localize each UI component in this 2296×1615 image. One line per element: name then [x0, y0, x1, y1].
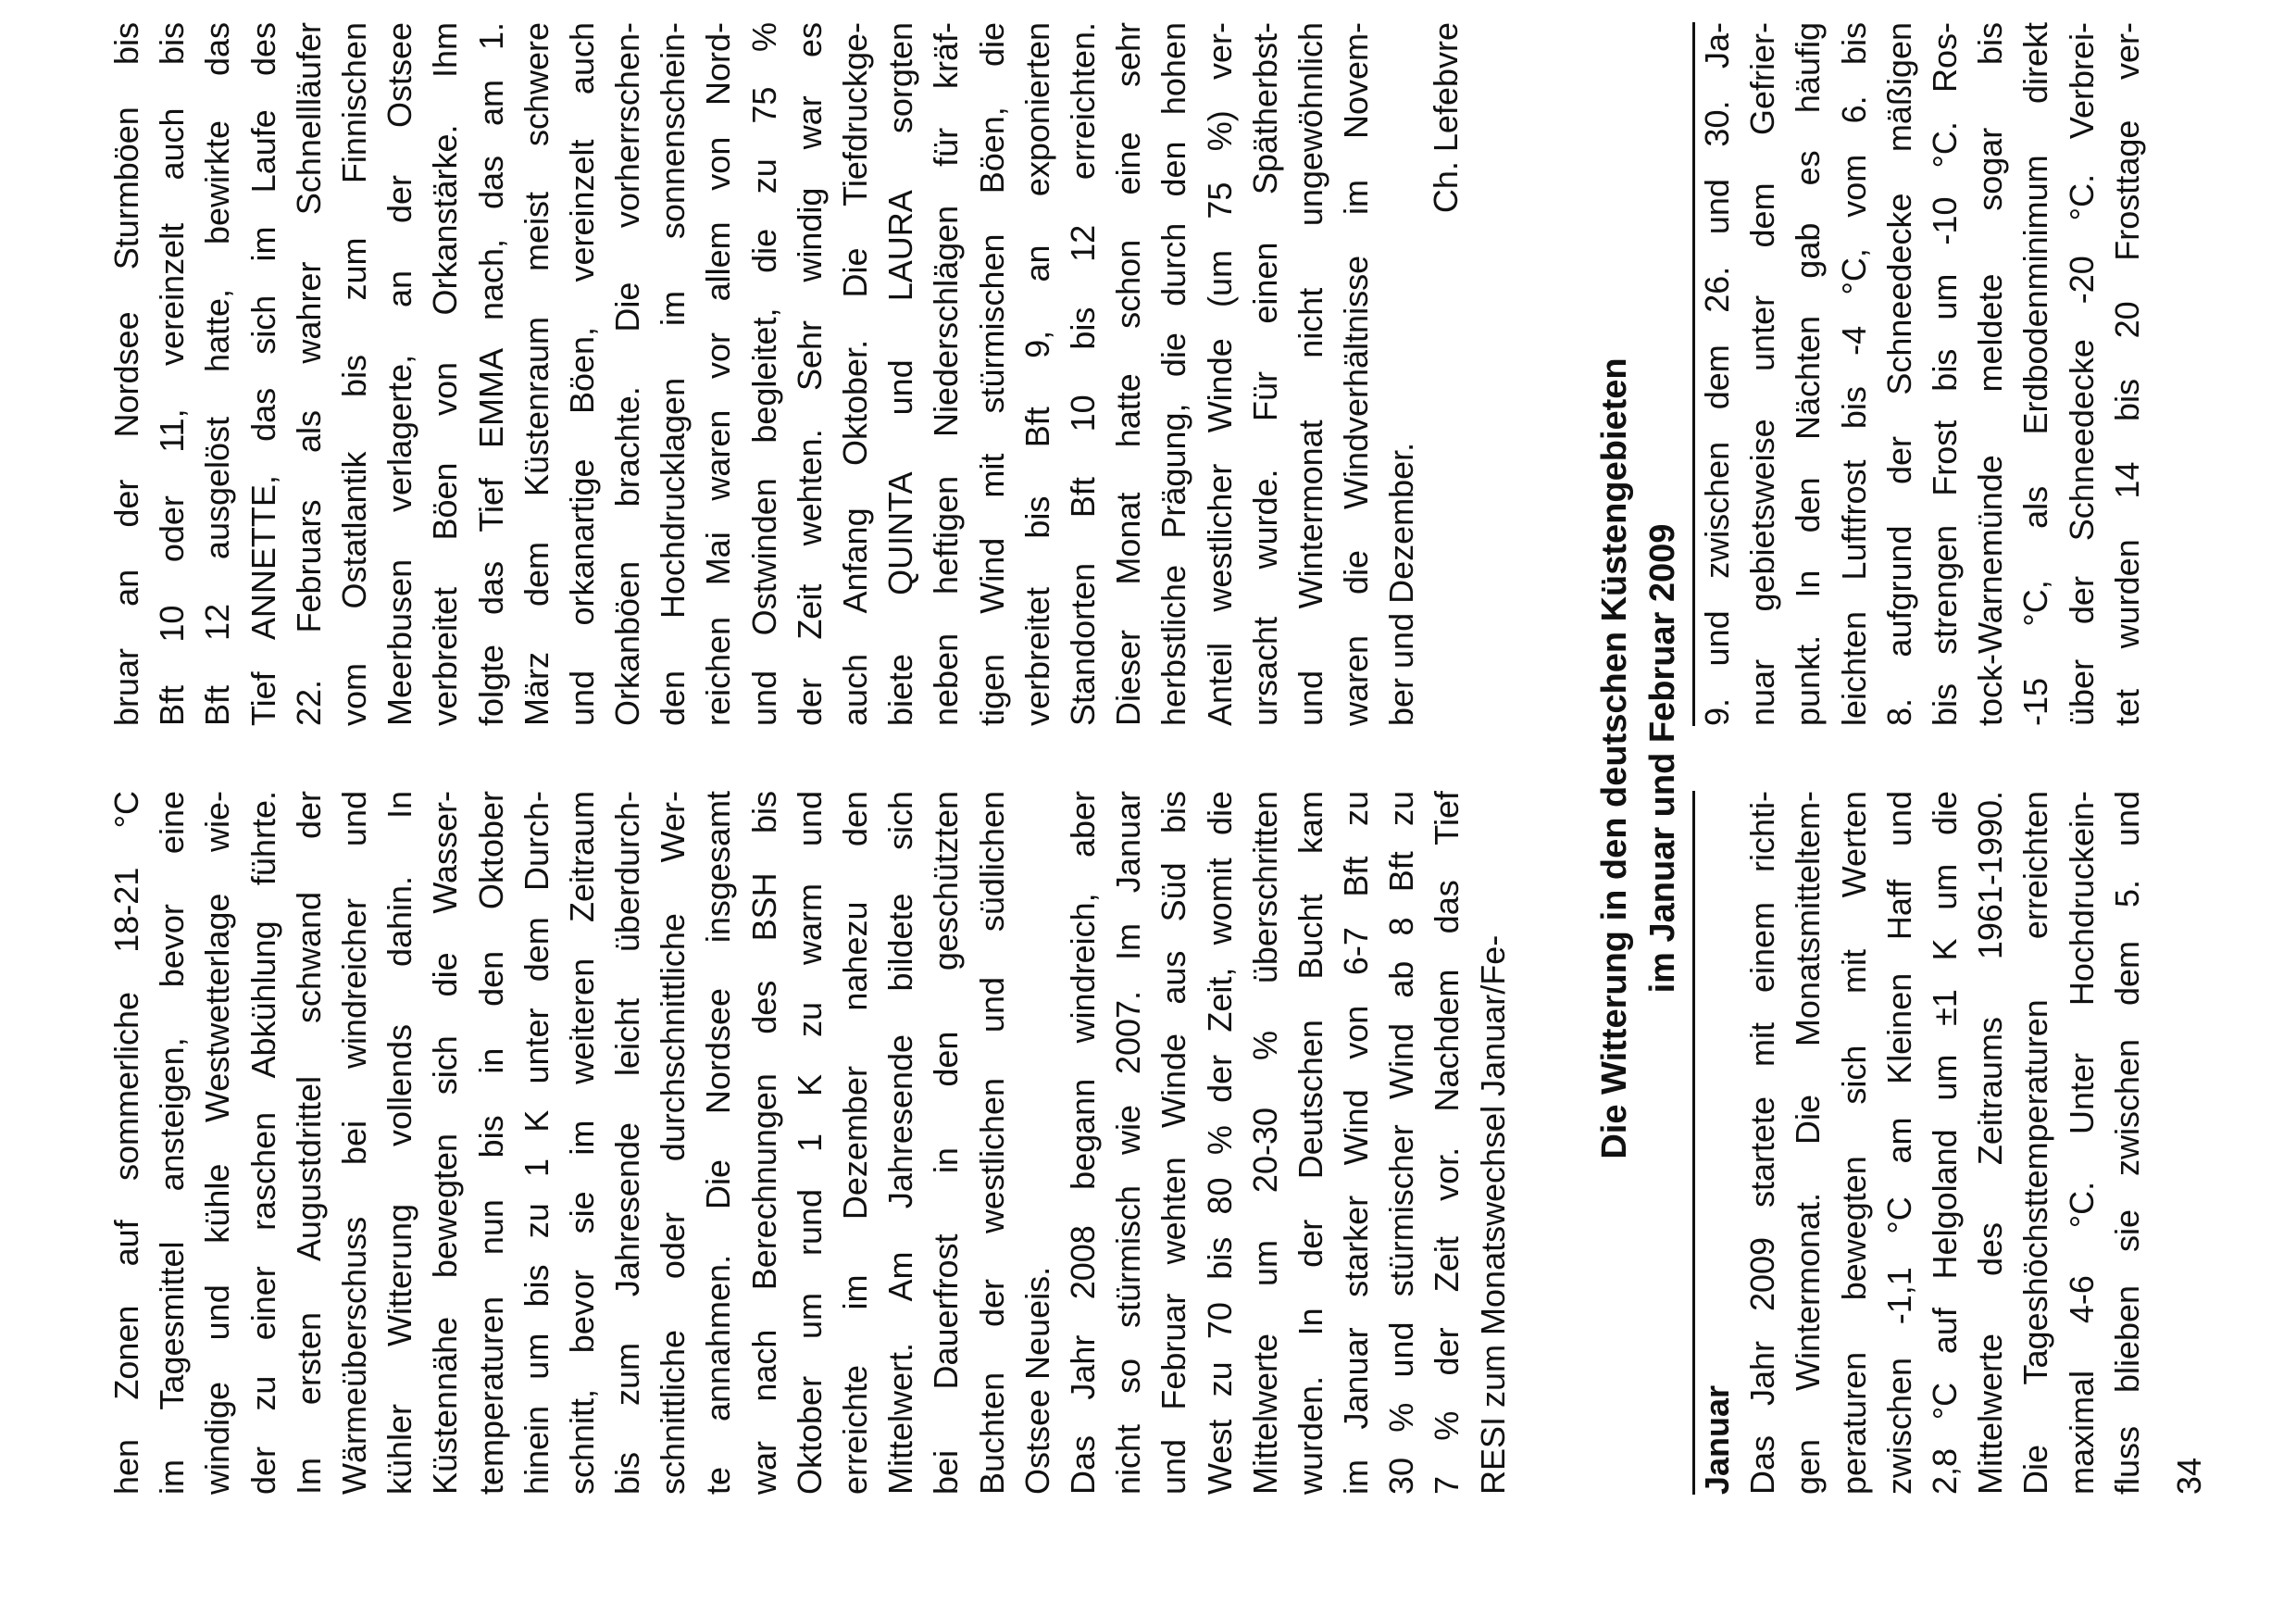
text-line: der zu einer raschen Abkühlung führte. — [243, 791, 282, 1495]
text-line: Mittelwerte um 20-30 % überschritten — [1245, 791, 1284, 1495]
text-line: zwischen -1,1 °C am Kleinen Haff und — [1879, 791, 1918, 1495]
text-line: Das Jahr 2009 startete mit einem richti- — [1743, 791, 1782, 1495]
text-line: Das Jahr 2008 begann windreich, aber — [1063, 791, 1102, 1495]
text-line: 8. aufgrund der Schneedecke mäßigen — [1879, 22, 1918, 726]
text-line: Die Tageshöchsttemperaturen erreichten — [2016, 791, 2055, 1495]
text-line: Küstennähe bewegten sich die Wasser- — [426, 791, 465, 1495]
author-line — [1423, 22, 1468, 726]
text-line: -15 °C, als Erdbodenminimum direkt — [2016, 22, 2055, 726]
text-line: Meerbusen verlagerte, an der Ostsee — [381, 22, 419, 726]
article-title — [1591, 22, 1687, 1495]
text-line: verbreitet Böen von Orkanstärke. Ihm — [426, 22, 465, 726]
text-line: Dieser Monat hatte schon eine sehr — [1109, 22, 1148, 726]
text-line: Im ersten Augustdrittel schwand der — [289, 791, 328, 1495]
text-line: 9. und zwischen dem 26. und 30. Ja- — [1698, 22, 1736, 726]
article-left-column — [1694, 791, 2150, 1495]
text-line: hinein um bis zu 1 K unter dem Durch- — [517, 791, 555, 1495]
page-number: 34 — [2170, 1457, 2208, 1495]
text-line: punkt. In den Nächten gab es häufig — [1789, 22, 1828, 726]
text-line: bis strengen Frost bis um -10 °C. Ros- — [1925, 22, 1964, 726]
text-line: nicht so stürmisch wie 2007. Im Januar — [1109, 791, 1148, 1495]
text-line: und orkanartige Böen, vereinzelt auch — [562, 22, 601, 726]
text-line: nuar gebietsweise unter dem Gefrier- — [1743, 22, 1782, 726]
text-line: fluss blieben sie zwischen dem 5. und — [2107, 791, 2146, 1495]
article-title-line-2: im Januar und Februar 2009 — [1643, 523, 1682, 994]
text-line: verbreitet bis Bft 9, an exponierten — [1017, 22, 1056, 726]
text-line: über der Schneedecke -20 °C. Verbrei- — [2062, 22, 2101, 726]
text-line: kühler Witterung vollends dahin. In — [381, 791, 419, 1495]
text-line: Anteil westlicher Winde (um 75 %) ver- — [1200, 22, 1239, 726]
text-line: Oktober um rund 1 K zu warm und — [790, 791, 829, 1495]
text-line: bei Dauerfrost in den geschützten — [927, 791, 966, 1495]
text-line: bruar an der Nordsee Sturmböen bis — [107, 22, 145, 726]
text-line: war nach Berechnungen des BSH bis — [744, 791, 783, 1495]
text-line: biete QUINTA und LAURA sorgten — [881, 22, 920, 726]
text-line: und Februar wehten Winde aus Süd bis — [1154, 791, 1193, 1495]
text-line: windige und kühle Westwetterlage wie- — [198, 791, 237, 1495]
text-line: ursacht wurde. Für einen Spätherbst- — [1245, 22, 1284, 726]
text-line: und Wintermonat nicht ungewöhnlich — [1291, 22, 1329, 726]
text-line: RESI zum Monatswechsel Januar/Fe- — [1473, 934, 1512, 1495]
section-subheading-januar: Januar — [1698, 1384, 1736, 1495]
text-line: schnittliche oder durchschnittliche Wer- — [654, 791, 693, 1495]
article-title-line-1: Die Witterung in den deutschen Küstengebieten — [1595, 357, 1634, 1159]
text-line: Buchten der westlichen und südlichen — [972, 791, 1011, 1495]
text-line: gen Wintermonat. Die Monatsmitteltem- — [1789, 791, 1828, 1495]
text-line: tet wurden 14 bis 20 Frosttage ver- — [2107, 22, 2146, 726]
text-line: und Ostwinden begleitet, die zu 75 % — [744, 22, 783, 726]
text-line: leichten Luftfrost bis -4 °C, vom 6. bis — [1834, 22, 1873, 726]
text-line: neben heftigen Niederschlägen für kräf- — [927, 22, 966, 726]
article-left-lines — [1740, 791, 2150, 1495]
text-line: im Januar starker Wind von 6-7 Bft zu — [1337, 791, 1376, 1495]
text-line: folgte das Tief EMMA nach, das am 1. — [471, 22, 510, 726]
text-line: Standorten Bft 10 bis 12 erreichten. — [1063, 22, 1102, 726]
continuation-right-column — [104, 22, 1424, 726]
text-line: Mittelwert. Am Jahresende bildete sich — [881, 791, 920, 1495]
text-line: peraturen bewegten sich mit Werten — [1834, 791, 1873, 1495]
text-line: reichen Mai waren vor allem von Nord- — [699, 22, 738, 726]
text-line: Ostsee Neueis. — [1017, 1266, 1056, 1495]
text-line: 30 % und stürmischer Wind ab 8 Bft zu — [1382, 791, 1421, 1495]
text-line: wurden. In der Deutschen Bucht kam — [1291, 791, 1329, 1495]
text-line: West zu 70 bis 80 % der Zeit, womit die — [1200, 791, 1239, 1495]
text-line: den Hochdrucklagen im sonnenschein- — [654, 22, 693, 726]
text-line: tock-Warnemünde meldete sogar bis — [1971, 22, 2010, 726]
text-line: 2,8 °C auf Helgoland um ±1 K um die — [1925, 791, 1964, 1495]
text-line: tigen Wind mit stürmischen Böen, die — [972, 22, 1011, 726]
text-line: vom Ostatlantik bis zum Finnischen — [334, 22, 373, 726]
text-line: Wärmeüberschuss bei windreicher und — [334, 791, 373, 1495]
text-line: Bft 12 ausgelöst hatte, bewirkte das — [198, 22, 237, 726]
text-line: 22. Februars als wahrer Schnellläufer — [289, 22, 328, 726]
text-line: auch Anfang Oktober. Die Tiefdruckge- — [836, 22, 874, 726]
text-line: herbstliche Prägung, die durch den hohen — [1154, 22, 1193, 726]
text-line: Orkanböen brachte. Die vorherrschen- — [608, 22, 647, 726]
continuation-left-column — [104, 791, 1516, 1495]
text-line: im Tagesmittel ansteigen, bevor eine — [153, 791, 192, 1495]
text-line: hen Zonen auf sommerliche 18-21 °C — [107, 791, 145, 1495]
author-name: Ch. Lefebvre — [1427, 22, 1465, 214]
article-right-column — [1694, 22, 2150, 726]
text-line: maximal 4-6 °C. Unter Hochdruckein- — [2062, 791, 2101, 1495]
text-line: der Zeit wehten. Sehr windig war es — [790, 22, 829, 726]
text-line: März dem Küstenraum meist schwere — [517, 22, 555, 726]
text-line: schnitt, bevor sie im weiteren Zeitraum — [562, 791, 601, 1495]
text-line: ber und Dezember. — [1382, 442, 1421, 726]
text-line: Tief ANNETTE, das sich im Laufe des — [243, 22, 282, 726]
text-line: Mittelwerte des Zeitraums 1961-1990. — [1971, 791, 2010, 1495]
text-line: waren die Windverhältnisse im Novem- — [1337, 22, 1376, 726]
text-line: 7 % der Zeit vor. Nachdem das Tief — [1428, 791, 1466, 1495]
text-line: temperaturen nun bis in den Oktober — [471, 791, 510, 1495]
text-line: bis zum Jahresende leicht überdurch- — [608, 791, 647, 1495]
text-line: te annahmen. Die Nordsee insgesamt — [699, 791, 738, 1495]
text-line: erreichte im Dezember nahezu den — [836, 791, 874, 1495]
text-line: Bft 10 oder 11, vereinzelt auch bis — [153, 22, 192, 726]
